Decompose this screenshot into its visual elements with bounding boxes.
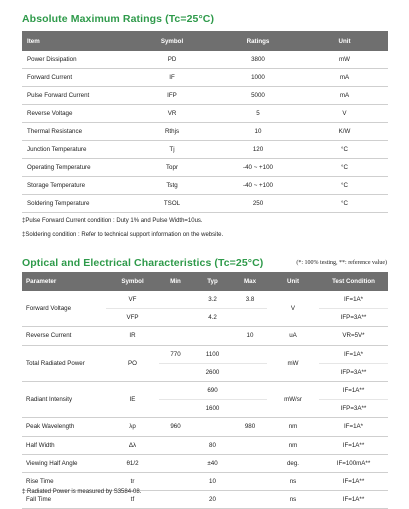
header-parameter: Parameter [22, 272, 106, 291]
row-unit: deg. [267, 454, 319, 472]
row-item: Thermal Resistance [22, 123, 129, 141]
row-unit: °C [301, 159, 388, 177]
row-rating: 5000 [215, 87, 301, 105]
table-row [22, 381, 388, 399]
row-parameter: Fall Time [22, 491, 106, 509]
row-symbol: IF [129, 69, 215, 87]
table-row [22, 123, 388, 141]
header-item: Item [22, 31, 129, 51]
row-condition: IF=1A* [319, 291, 388, 309]
row-min [159, 454, 192, 472]
row-max [233, 436, 267, 454]
row-item: Junction Temperature [22, 141, 129, 159]
header-symbol: Symbol [129, 31, 215, 51]
row-symbol: IFP [129, 87, 215, 105]
row-rating: -40 ~ +100 [215, 159, 301, 177]
row-unit: K/W [301, 123, 388, 141]
row-unit: uA [267, 327, 319, 345]
row-symbol: λp [106, 418, 159, 436]
row-symbol: tr [106, 472, 159, 490]
row-min [159, 472, 192, 490]
row-condition: IFP=3A** [319, 400, 388, 418]
header-test-condition: Test Condition [319, 272, 388, 291]
row-parameter: Rise Time [22, 472, 106, 490]
row-condition: IF=1A** [319, 381, 388, 399]
row-symbol: Topr [129, 159, 215, 177]
row-rating: 250 [215, 195, 301, 213]
row-min [159, 291, 192, 309]
row-parameter: Reverse Current [22, 327, 106, 345]
header-unit: Unit [301, 31, 388, 51]
row-min [159, 436, 192, 454]
row-symbol: VR [129, 105, 215, 123]
row-max [233, 400, 267, 418]
table-row [22, 141, 388, 159]
row-parameter: Forward Voltage [22, 291, 106, 327]
table-row [22, 291, 388, 309]
row-symbol: Tj [129, 141, 215, 159]
row-condition: IFP=3A** [319, 309, 388, 327]
row-item: Forward Current [22, 69, 129, 87]
row-typ [192, 418, 233, 436]
row-symbol: IE [106, 381, 159, 417]
row-rating: 120 [215, 141, 301, 159]
row-condition: IF=100mA** [319, 454, 388, 472]
row-unit: ns [267, 491, 319, 509]
row-unit: V [301, 105, 388, 123]
row-symbol: PO [106, 345, 159, 381]
row-condition: IF=1A** [319, 472, 388, 490]
header-typ: Typ [192, 272, 233, 291]
row-unit: mW [301, 51, 388, 69]
row-rating: 5 [215, 105, 301, 123]
row-typ: 4.2 [192, 309, 233, 327]
row-unit: °C [301, 141, 388, 159]
row-typ: 10 [192, 472, 233, 490]
row-parameter: Total Radiated Power [22, 345, 106, 381]
row-min [159, 491, 192, 509]
testing-legend: (*: 100% testing, **: reference value) [296, 260, 387, 266]
table-row [22, 345, 388, 363]
optical-table [22, 272, 388, 509]
row-max [233, 345, 267, 363]
header-max: Max [233, 272, 267, 291]
row-typ: 20 [192, 491, 233, 509]
row-unit: V [267, 291, 319, 327]
row-parameter: Half Width [22, 436, 106, 454]
row-typ: 2600 [192, 363, 233, 381]
radiated-power-footnote: ‡ Radiated Power is measured by S3584-08. [22, 489, 142, 495]
row-max [233, 363, 267, 381]
header-min: Min [159, 272, 192, 291]
table-row [22, 195, 388, 213]
header-ratings: Ratings [215, 31, 301, 51]
row-symbol: TSOL [129, 195, 215, 213]
row-condition: IF=1A** [319, 491, 388, 509]
row-unit: ns [267, 472, 319, 490]
row-symbol: Rthjs [129, 123, 215, 141]
pulse-note: ‡Pulse Forward Current condition : Duty 1% and Pulse Width=10us. [22, 218, 203, 224]
row-min [159, 400, 192, 418]
table-row [22, 159, 388, 177]
row-max: 980 [233, 418, 267, 436]
row-typ [192, 327, 233, 345]
row-typ: 3.2 [192, 291, 233, 309]
optical-title: Optical and Electrical Characteristics (Tc=25°C) [22, 257, 264, 269]
row-symbol: θ1/2 [106, 454, 159, 472]
row-condition: IFP=3A** [319, 363, 388, 381]
row-parameter: Peak Wavelength [22, 418, 106, 436]
row-min: 960 [159, 418, 192, 436]
row-typ: 80 [192, 436, 233, 454]
row-rating: 10 [215, 123, 301, 141]
row-symbol: tf [106, 491, 159, 509]
row-item: Soldering Temperature [22, 195, 129, 213]
table-header-row [22, 272, 388, 291]
soldering-note: ‡Soldering condition : Refer to technical support information on the website. [22, 232, 224, 238]
row-min [159, 309, 192, 327]
row-symbol: IR [106, 327, 159, 345]
table-header-row [22, 31, 388, 51]
row-unit: nm [267, 436, 319, 454]
row-typ: 690 [192, 381, 233, 399]
row-unit: mA [301, 87, 388, 105]
table-row [22, 177, 388, 195]
row-condition: IF=1A* [319, 345, 388, 363]
row-rating: -40 ~ +100 [215, 177, 301, 195]
row-symbol: Δλ [106, 436, 159, 454]
row-min [159, 363, 192, 381]
row-max [233, 381, 267, 399]
table-row [22, 105, 388, 123]
table-row [22, 69, 388, 87]
table-row [22, 418, 388, 436]
row-symbol: Tstg [129, 177, 215, 195]
table-row [22, 436, 388, 454]
absolute-max-table [22, 31, 388, 213]
row-unit: °C [301, 195, 388, 213]
row-condition: IF=1A** [319, 436, 388, 454]
row-item: Operating Temperature [22, 159, 129, 177]
header-unit: Unit [267, 272, 319, 291]
row-parameter: Radiant Intensity [22, 381, 106, 417]
table-row [22, 454, 388, 472]
row-max [233, 491, 267, 509]
row-typ: 1600 [192, 400, 233, 418]
row-max [233, 309, 267, 327]
row-max: 3.8 [233, 291, 267, 309]
row-item: Reverse Voltage [22, 105, 129, 123]
row-rating: 3800 [215, 51, 301, 69]
row-typ: 1100 [192, 345, 233, 363]
table-row [22, 327, 388, 345]
row-unit: mW/sr [267, 381, 319, 417]
row-item: Pulse Forward Current [22, 87, 129, 105]
row-typ: ±40 [192, 454, 233, 472]
row-min [159, 381, 192, 399]
row-min: 770 [159, 345, 192, 363]
row-item: Storage Temperature [22, 177, 129, 195]
row-symbol: VFP [106, 309, 159, 327]
absolute-max-title: Absolute Maximum Ratings (Tc=25°C) [22, 13, 215, 25]
row-condition: IF=1A* [319, 418, 388, 436]
header-symbol: Symbol [106, 272, 159, 291]
row-parameter: Viewing Half Angle [22, 454, 106, 472]
row-symbol: VF [106, 291, 159, 309]
row-unit: mW [267, 345, 319, 381]
table-row [22, 87, 388, 105]
row-symbol: PD [129, 51, 215, 69]
row-rating: 1000 [215, 69, 301, 87]
row-min [159, 327, 192, 345]
row-unit: mA [301, 69, 388, 87]
table-row [22, 472, 388, 490]
row-unit: °C [301, 177, 388, 195]
table-row [22, 51, 388, 69]
row-max [233, 454, 267, 472]
row-unit: nm [267, 418, 319, 436]
row-item: Power Dissipation [22, 51, 129, 69]
row-max: 10 [233, 327, 267, 345]
row-max [233, 472, 267, 490]
row-condition: VR=5V* [319, 327, 388, 345]
